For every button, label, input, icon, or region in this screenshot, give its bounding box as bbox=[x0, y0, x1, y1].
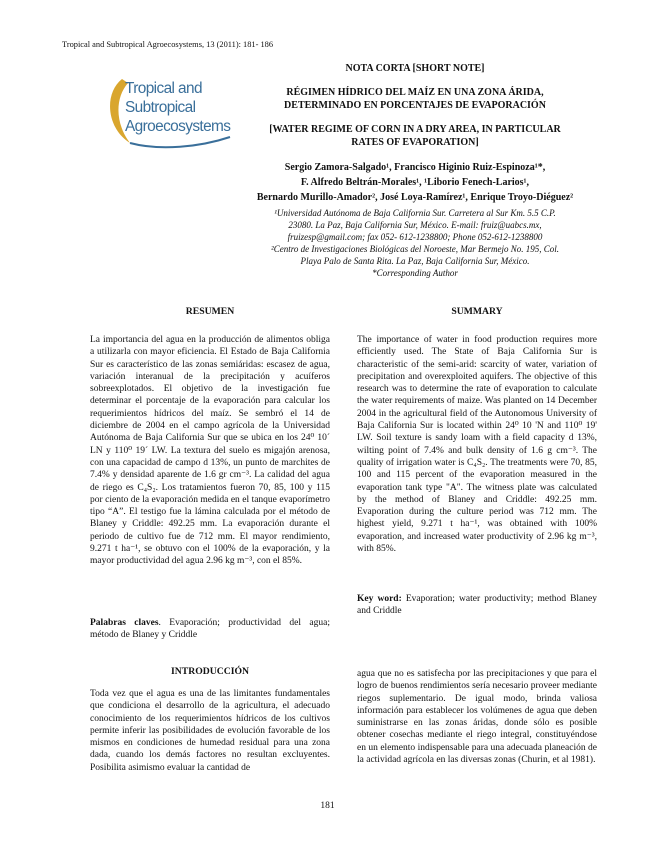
journal-logo bbox=[100, 73, 240, 149]
introduction-paragraph-right: agua que no es satisfecha por las precipitaciones y que para el logro de buenos rendimientos sería necesario proveer mediante riegos suplementario. De igual modo, brinda valiosa información para establecer los volúmenes de agua que deben suministrarse en las zonas áridas, donde sólo es posible obtener cosechas mediante el riego integral, constituyéndose en un elemento indispensable para una adecuada planeación de la actividad agrícola en las diversas zonas (Churin, et al 1981). bbox=[357, 669, 597, 766]
resumen-heading: RESUMEN bbox=[185, 306, 235, 317]
affiliation-line-4: ²Centro de Investigaciones Biológicas del Noroeste, Mar Bermejo No. 195, Col. bbox=[271, 244, 559, 254]
journal-reference: Tropical and Subtropical Agroecosystems, 13 (2011): 181- 186 bbox=[62, 40, 274, 49]
affiliation-line-5: Playa Palo de Santa Rita. La Paz, Baja California Sur, México. bbox=[300, 256, 530, 266]
authors-line-1: Sergio Zamora-Salgado¹, Francisco Higinio Ruiz-Espinoza¹*, bbox=[284, 162, 546, 173]
note-type: NOTA CORTA [SHORT NOTE] bbox=[345, 63, 485, 74]
logo-line-2: Subtropical bbox=[125, 99, 196, 116]
title-en-line-2: RATES OF EVAPORATION] bbox=[351, 136, 479, 148]
title-en-line-1: [WATER REGIME OF CORN IN A DRY AREA, IN PARTICULAR bbox=[269, 124, 561, 135]
author-list bbox=[245, 160, 585, 205]
authors-line-3: Bernardo Murillo-Amador², José Loya-Ramírez¹, Enrique Troyo-Diéguez² bbox=[256, 192, 574, 203]
corresponding-author-note: *Corresponding Author bbox=[372, 268, 458, 278]
affiliation-line-2: 23080. La Paz, Baja California Sur, México. E-mail: fruiz@uabcs.mx, bbox=[288, 220, 542, 230]
resumen-paragraph: La importancia del agua en la producción de alimentos obliga a utilizarla con mayor eficiencia. El Estado de Baja California Sur es característico de las zonas semiáridas: escasez de agua, variación interanual de la precipitación y acuíferos sobreexplotados. El objetivo de la investigación fue determinar el porcentaje de la evaporación para calcular los requerimientos hídricos del maíz. Se sembró el 14 de diciembre de 2004 en el campo agrícola de la Universidad Autónoma de Baja California Sur que se ubica en los 24⁰ 10´ LN y 110⁰ 19´ LW. La textura del suelo es migajón arenosa, con una capacidad de campo d 13%, un punto de marchites de 7.4% y densidad aparente de 1.6 gr cm⁻³. La calidad del agua de riego es C₄S₂. Los tratamientos fueron 70, 85, 100 y 115 por ciento de la evaporación medida en el tanque evaporímetro tipo “A”. El testigo fue la lámina calculada por el método de Blaney y Criddle: 492.25 mm. La evaporación durante el periodo de cultivo fue de 712 mm. El mayor rendimiento, 9.271 t ha⁻¹, se obtuvo con el 100% de la evaporación, y la mayor productividad del agua 2.96 kg m⁻³, con el 85%. bbox=[90, 335, 330, 567]
introduction-paragraph-left: Toda vez que el agua es una de las limitantes fundamentales que condiciona el desarrollo de la agricultura, el adecuado conocimiento de los requerimientos hídricos de los cultivos permite inferir las posibilidades de evolución favorable de los mismos en condiciones de humedad residual para una zona dada, cuando los demás factores no resultan excluyentes. Posibilita asimismo evaluar la cantidad de bbox=[90, 689, 330, 773]
introduction-heading: INTRODUCCIÓN bbox=[170, 666, 250, 677]
affiliations bbox=[245, 207, 585, 279]
keywords-en-label: Key word: bbox=[357, 594, 402, 604]
keywords-en-text: Evaporation; water productivity; method Blaney and Criddle bbox=[357, 594, 597, 617]
keywords-english bbox=[357, 593, 597, 618]
summary-paragraph: The importance of water in food production requires more efficiently used. The State of Baja California Sur is characteristic of the semi-arid: scarcity of water, variation of precipitation and overexploited aquifers. The objective of this research was to determine the rate of evaporation to calculate the water requirements of maize. Was planted on 14 December 2004 in the agricultural field of the Autonomous University of Baja California Sur is located within 24⁰ 10 'N and 110⁰ 19' LW. Soil texture is sandy loam with a field capacity d 13%, wilting point of 7.4% and bulk density of 1.6 g cm⁻³. The quality of irrigation water is C₄S₂. The treatments were 70, 85, 100 and 115 percent of the evaporation measured in the evaporation tank type "A". The witness plate was calculated by the method of Blaney and Criddle: 492.25 mm. Evaporation during the culture period was 712 mm. The highest yield, 9.271 t ha⁻¹, was obtained with 100% evaporation, and increased water productivity of 2.96 kg m⁻³, with 85%. bbox=[357, 335, 597, 555]
keywords-es-text: . Evaporación; productividad del agua; método de Blaney y Criddle bbox=[90, 618, 330, 641]
summary-heading: SUMMARY bbox=[451, 306, 503, 317]
title-spanish bbox=[245, 87, 585, 112]
title-es-line-1: RÉGIMEN HÍDRICO DEL MAÍZ EN UNA ZONA ÁRIDA, bbox=[286, 87, 544, 98]
logo-line-1: Tropical and bbox=[125, 80, 202, 97]
affiliation-line-1: ¹Universidad Autónoma de Baja California Sur. Carretera al Sur Km. 5.5 C.P. bbox=[274, 208, 556, 218]
keywords-es-label: Palabras claves bbox=[90, 618, 159, 628]
keywords-spanish bbox=[90, 617, 330, 642]
title-english bbox=[245, 124, 585, 149]
page-number: 181 bbox=[320, 801, 335, 811]
affiliation-line-3: fruizesp@gmail.com; fax 052- 612-1238800; Phone 052-612-1238800 bbox=[287, 232, 543, 242]
logo-line-3: Agroecosystems bbox=[125, 118, 231, 135]
authors-line-2: F. Alfredo Beltrán-Morales¹, ¹Liborio Fenech-Larios¹, bbox=[300, 177, 530, 188]
title-es-line-2: DETERMINADO EN PORCENTAJES DE EVAPORACIÓN bbox=[284, 99, 546, 111]
